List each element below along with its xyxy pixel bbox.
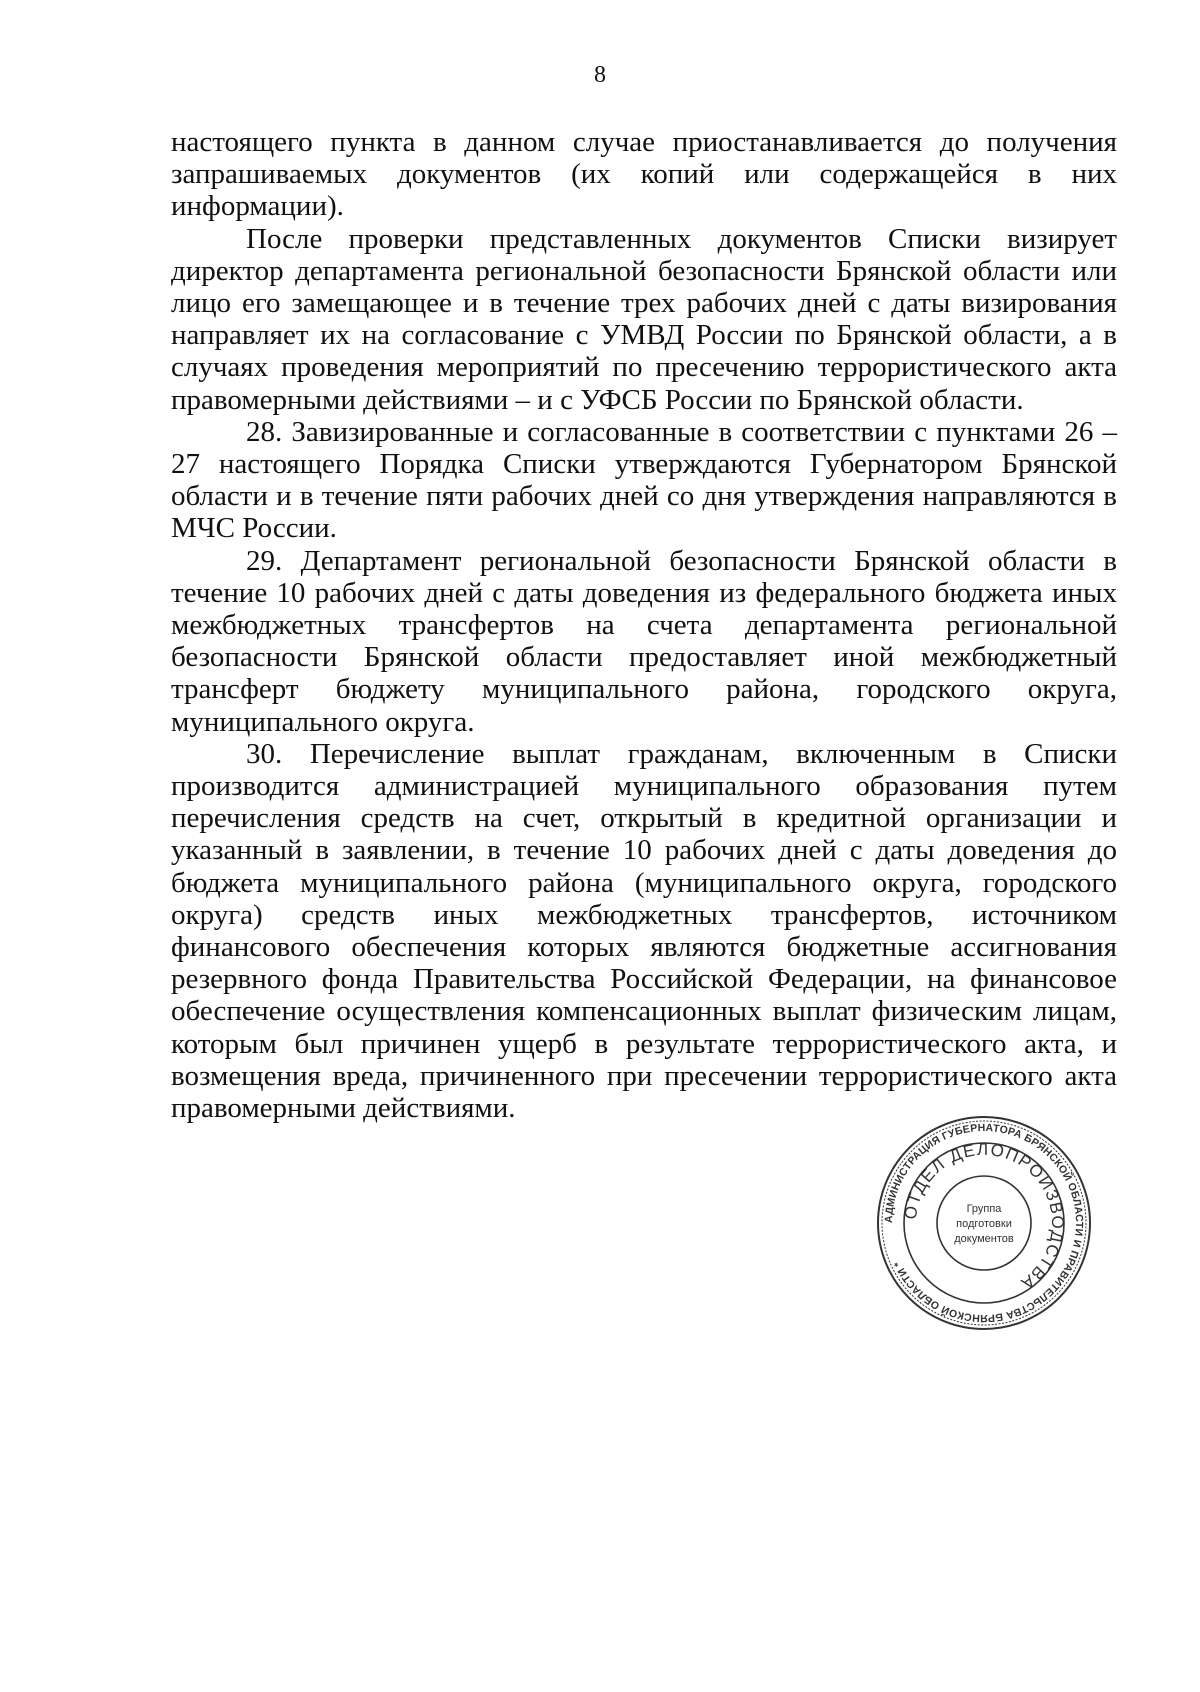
document-body <box>171 126 1117 1124</box>
stamp-seal-graphic <box>874 1113 1094 1333</box>
official-stamp <box>874 1113 1094 1333</box>
stamp-center-line-2: подготовки <box>956 1218 1012 1230</box>
paragraph-item-28: 28. Завизированные и согласованные в соответствии с пунктами 26 – 27 настоящего Порядка Списки утверждаются Губернатором Брянской области и в течение пяти рабочих дней со дня утверждения направляются в МЧС России. <box>171 415 1117 545</box>
stamp-center-line-3: документов <box>954 1233 1014 1245</box>
paragraph-item-30: 30. Перечисление выплат гражданам, включенным в Списки производится администрацией муниципального образования путем перечисления средств на счет, открытый в кредитной организации и указанный в заявлении, в течение 10 рабочих дней с даты доведения до бюджета муниципального района (муниципального округа, городского округа) средств иных межбюджетных трансфертов, источником финансового обеспечения которых являются бюджетные ассигнования резервного фонда Правительства Российской Федерации, на финансовое обеспечение осуществления компенсационных выплат физическим лицам, которым был причинен ущерб в результате террористического акта, и возмещения вреда, причиненного при пресечении террористического акта правомерными действиями. <box>171 737 1117 1125</box>
stamp-center-line-1: Группа <box>966 1203 1002 1215</box>
paragraph-continuation: настоящего пункта в данном случае приостанавливается до получения запрашиваемых документов (их копий или содержащейся в них информации). <box>171 126 1117 223</box>
paragraph-review: После проверки представленных документов Списки визирует директор департамента региональной безопасности Брянской области или лицо его замещающее и в течение трех рабочих дней с даты визирования направляет их на согласование с УМВД России по Брянской области, а в случаях проведения мероприятий по пресечению террористического акта правомерными действиями – и с УФСБ России по Брянской области. <box>171 222 1117 416</box>
paragraph-item-29: 29. Департамент региональной безопасности Брянской области в течение 10 рабочих дней с даты доведения из федерального бюджета иных межбюджетных трансфертов на счета департамента региональной безопасности Брянской области предоставляет иной межбюджетный трансферт бюджету муниципального района, городского округа, муниципального округа. <box>171 544 1117 738</box>
page-number: 8 <box>594 62 606 88</box>
stamp-inner-text: ОТДЕЛ ДЕЛОПРОИЗВОДСТВА <box>900 1139 1068 1294</box>
stamp-outer-text: АДМИНИСТРАЦИЯ ГУБЕРНАТОРА БРЯНСКОЙ ОБЛАСТИ И ПРАВИТЕЛЬСТВА БРЯНСКОЙ ОБЛАСТИ * <box>882 1121 1086 1325</box>
